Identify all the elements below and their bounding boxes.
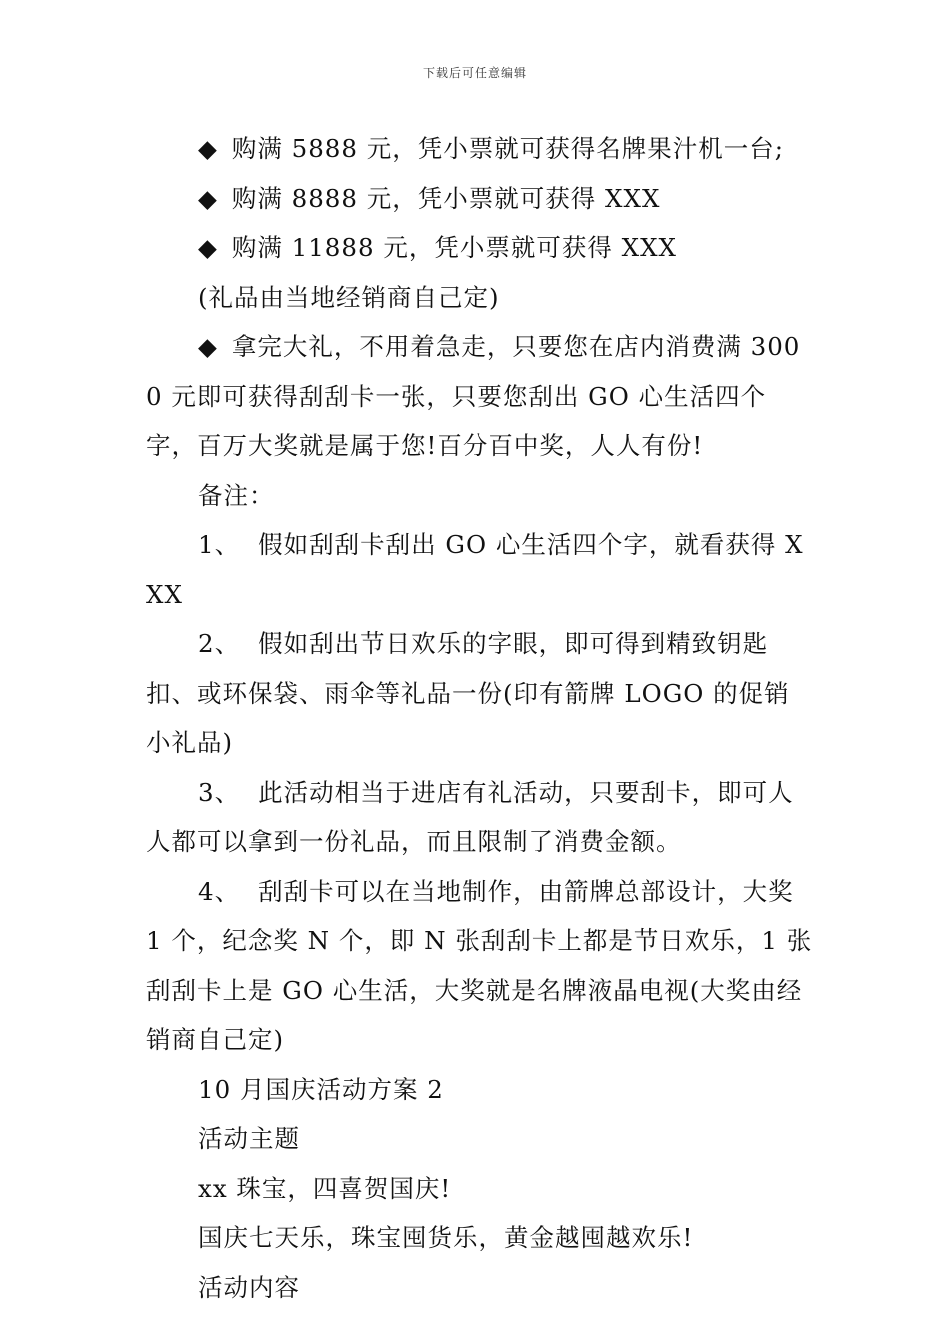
page-header: 下载后可任意编辑 bbox=[422, 66, 527, 80]
item-number: 1、 bbox=[198, 530, 241, 559]
bullet-text: 购满 11888 元，凭小票就可获得 XXX bbox=[231, 233, 677, 262]
bullet-text: 购满 8888 元，凭小票就可获得 XXX bbox=[231, 183, 661, 213]
section-title: 10 月国庆活动方案 2 bbox=[198, 1074, 444, 1104]
document-body bbox=[146, 124, 814, 1312]
item-text: 假如刮刮卡刮出 GO 心生活四个字，就看获得 XXX bbox=[146, 530, 804, 609]
diamond-bullet-icon: ◆ bbox=[198, 183, 218, 213]
gift-note: (礼品由当地经销商自己定) bbox=[198, 282, 500, 312]
item-number: 2、 bbox=[198, 629, 241, 658]
item-text: 此活动相当于进店有礼活动，只要刮卡，即可人人都可以拿到一份礼品，而且限制了消费金额。 bbox=[146, 777, 794, 856]
diamond-bullet-icon: ◆ bbox=[198, 332, 218, 361]
remarks-heading: 备注： bbox=[198, 480, 275, 510]
numbered-item bbox=[146, 520, 814, 619]
item-number: 4、 bbox=[198, 876, 241, 906]
body-text: 国庆七天乐，珠宝囤货乐，黄金越囤越欢乐! bbox=[198, 1223, 694, 1252]
bullet-item bbox=[146, 223, 814, 273]
section-heading: 活动内容 bbox=[198, 1272, 300, 1302]
item-text: 假如刮出节日欢乐的字眼，即可得到精致钥匙扣、或环保袋、雨伞等礼品一份(印有箭牌 LOGO 的促销小礼品) bbox=[146, 629, 790, 757]
bullet-item bbox=[146, 174, 814, 224]
bullet-text: 拿完大礼，不用着急走，只要您在店内消费满 3000 元即可获得刮刮卡一张，只要您刮出 GO 心生活四个字，百万大奖就是属于您!百分百中奖，人人有份! bbox=[146, 332, 801, 460]
numbered-item bbox=[146, 867, 814, 1065]
bullet-item bbox=[146, 322, 814, 471]
numbered-item bbox=[146, 768, 814, 867]
item-number: 3、 bbox=[198, 777, 241, 807]
item-text: 刮刮卡可以在当地制作，由箭牌总部设计，大奖 1 个，纪念奖 N 个，即 N 张刮刮卡上都是节日欢乐，1 张刮刮卡上是 GO 心生活，大奖就是名牌液晶电视(大奖由经销商自己定) bbox=[146, 876, 813, 1054]
diamond-bullet-icon: ◆ bbox=[198, 134, 218, 163]
section-heading: 活动主题 bbox=[198, 1124, 300, 1153]
bullet-text: 购满 5888 元，凭小票就可获得名牌果汁机一台; bbox=[231, 134, 785, 163]
diamond-bullet-icon: ◆ bbox=[198, 233, 218, 262]
body-text: xx 珠宝，四喜贺国庆! bbox=[198, 1173, 452, 1203]
numbered-item bbox=[146, 619, 814, 768]
bullet-item bbox=[146, 124, 814, 174]
